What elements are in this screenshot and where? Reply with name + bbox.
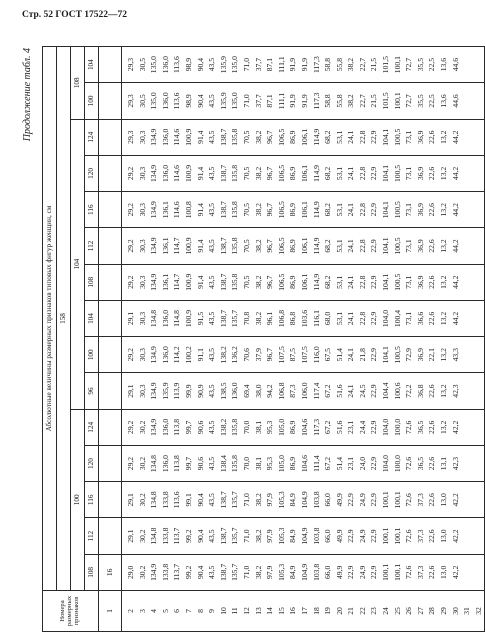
value-column: 29,2 30,3 134,9 136,0 114,6 100,9 91,4 43,5 138,7 135,8 70,5 38,2 96,7 106,5 86,9 106,1 114,9 68,2 53,1 24,1 22,8 22,9 104,1 100,5 73,1 36,9 22,6 13,2 44,2 [122, 155, 485, 191]
measurements-table [42, 46, 485, 632]
code-cell [99, 192, 122, 228]
hip-header: 112 [85, 518, 99, 554]
hip-header: 108 [85, 264, 99, 300]
table-title: Абсолютные величины размерных признаков типовых фигур женщин, см [43, 47, 57, 591]
hip-header: 104 [85, 47, 99, 83]
code-cell [99, 482, 122, 518]
hip-header: 120 [85, 445, 99, 481]
value-column: 29,2 30,2 134,9 136,0 113,8 99,7 90,6 43,5 138,2 135,8 70,0 38,1 95,3 105,0 86,9 104,6 117,3 67,2 51,6 23,1 24,4 22,9 104,0 100,0 72,6 36,5 22,6 13,2 42,2 [122, 409, 485, 445]
hip-header: 100 [85, 337, 99, 373]
code-cell [99, 445, 122, 481]
code-cell [99, 373, 122, 409]
value-column: 29,3 30,5 135,0 136,0 113,6 98,9 90,4 43,5 135,9 135,0 71,0 37,7 87,1 111,1 91,9 91,9 117,3 58,8 55,8 38,2 22,7 21,5 101,5 100,1 72,7 35,5 22,5 13,6 44,6 [122, 47, 485, 83]
value-column: 29,2 30,3 134,9 136,0 114,2 100,2 91,1 43,5 138,2 136,2 70,6 37,9 96,7 107,5 87,5 107,5 116,0 67,5 51,4 24,1 21,8 22,9 104,1 100,5 72,9 36,9 22,1 13,2 43,3 [122, 337, 485, 373]
value-column: 29,2 30,3 134,9 136,1 114,7 100,9 91,4 43,5 138,7 135,8 70,5 38,2 96,7 106,5 86,9 106,1 114,9 68,2 53,1 24,1 22,8 22,9 104,1 100,5 73,1 36,9 22,6 13,2 44,2 [122, 228, 485, 264]
chest-group-100: 100 [71, 409, 85, 590]
code-cell [99, 337, 122, 373]
value-column: 29,1 30,2 134,8 133,8 113,6 99,1 90,4 43,5 138,7 135,7 71,0 38,2 97,9 105,3 84,9 104,9 103,8 66,0 49,9 22,9 24,9 22,9 100,1 100,1 72,6 37,3 22,6 13,0 42,2 [122, 482, 485, 518]
hip-header: 112 [85, 228, 99, 264]
code-cell [99, 409, 122, 445]
value-column: 29,2 30,3 134,9 136,1 114,7 100,9 91,4 43,5 138,7 135,8 70,5 38,2 96,7 106,5 86,9 106,1 114,9 68,2 53,1 24,1 22,8 22,9 104,1 100,5 73,1 36,9 22,6 13,2 44,2 [122, 264, 485, 300]
code-cell: 16 [99, 554, 122, 590]
value-column: 29,3 30,5 135,0 136,0 113,6 98,9 90,4 43,5 135,9 135,0 71,0 37,7 87,1 111,1 91,9 91,9 117,3 58,8 55,8 38,2 22,7 21,5 101,5 100,1 72,7 35,5 22,5 13,6 44,6 [122, 83, 485, 119]
value-column: 29,2 30,2 134,8 136,0 113,8 99,7 90,6 43,5 138,4 135,8 70,0 38,1 95,3 105,0 86,9 104,6 111,4 67,2 51,4 23,1 24,0 22,9 104,0 100,0 72,6 36,5 22,6 13,1 42,3 [122, 445, 485, 481]
row-numbers: 2 3 4 5 6 7 8 9 10 11 12 13 14 15 16 17 18 19 20 21 22 23 24 25 26 27 28 29 30 31 32 [122, 591, 485, 632]
row-code-cell: 1 [99, 591, 122, 632]
hip-header: 116 [85, 482, 99, 518]
page-header: Стр. 52 ГОСТ 17522—72 [22, 10, 128, 20]
value-column: 29,1 30,2 134,8 133,8 113,7 99,2 90,4 43,5 138,7 135,7 71,0 38,2 97,9 105,3 84,9 104,9 103,8 66,0 49,9 22,9 24,9 22,9 100,1 100,1 72,6 37,3 22,6 13,0 42,2 [122, 518, 485, 554]
rotated-table-area [20, 46, 483, 632]
hip-header: 120 [85, 155, 99, 191]
value-column: 29,1 30,3 134,8 136,0 114,8 100,9 91,5 43,5 138,7 135,7 70,8 38,2 96,1 106,8 86,8 103,6 116,1 68,0 53,1 24,1 22,8 22,9 104,0 100,4 73,1 36,6 22,6 13,2 44,2 [122, 300, 485, 336]
hip-header: 104 [85, 300, 99, 336]
row-header: Номера размерных признаков [43, 591, 99, 632]
code-cell [99, 300, 122, 336]
table-caption: Продолжение табл. 4 [22, 48, 33, 142]
code-cell [99, 518, 122, 554]
value-column: 29,1 30,3 134,9 135,9 113,9 99,9 90,9 43,5 138,5 136,0 69,4 38,0 94,2 106,8 87,3 106,0 117,4 67,2 51,6 24,1 24,5 22,9 104,4 100,6 72,2 36,8 22,6 13,2 42,3 [122, 373, 485, 409]
hip-header: 116 [85, 192, 99, 228]
code-cell [99, 47, 122, 83]
chest-group-108: 108 [71, 47, 85, 120]
code-cell [99, 155, 122, 191]
hip-header: 124 [85, 119, 99, 155]
height-group: 158 [57, 47, 71, 591]
code-cell [99, 264, 122, 300]
value-column: 29,3 30,3 134,9 136,0 114,6 100,9 91,4 43,5 138,7 135,8 70,5 38,2 96,7 106,5 86,9 106,1 114,9 68,2 53,1 24,1 22,8 22,9 104,1 100,5 73,1 36,9 22,6 13,2 44,2 [122, 119, 485, 155]
value-column: 29,0 30,2 134,9 133,8 113,7 99,2 90,4 43,5 138,7 135,7 71,0 38,2 97,9 105,3 84,9 104,9 103,8 66,0 49,9 22,9 24,9 22,9 100,1 100,1 72,6 37,3 22,6 13,0 42,2 [122, 554, 485, 590]
hip-header: 100 [85, 83, 99, 119]
hip-header: 124 [85, 409, 99, 445]
chest-group-104: 104 [71, 119, 85, 409]
hip-header: 96 [85, 373, 99, 409]
code-cell [99, 83, 122, 119]
value-column: 29,2 30,3 134,9 136,1 114,6 100,8 91,4 43,5 138,7 135,8 70,5 38,2 96,7 106,5 86,9 106,1 114,9 68,2 53,1 24,1 22,8 22,9 104,1 100,5 73,1 36,9 22,6 13,2 44,2 [122, 192, 485, 228]
code-cell [99, 119, 122, 155]
code-cell [99, 228, 122, 264]
hip-header: 108 [85, 554, 99, 590]
